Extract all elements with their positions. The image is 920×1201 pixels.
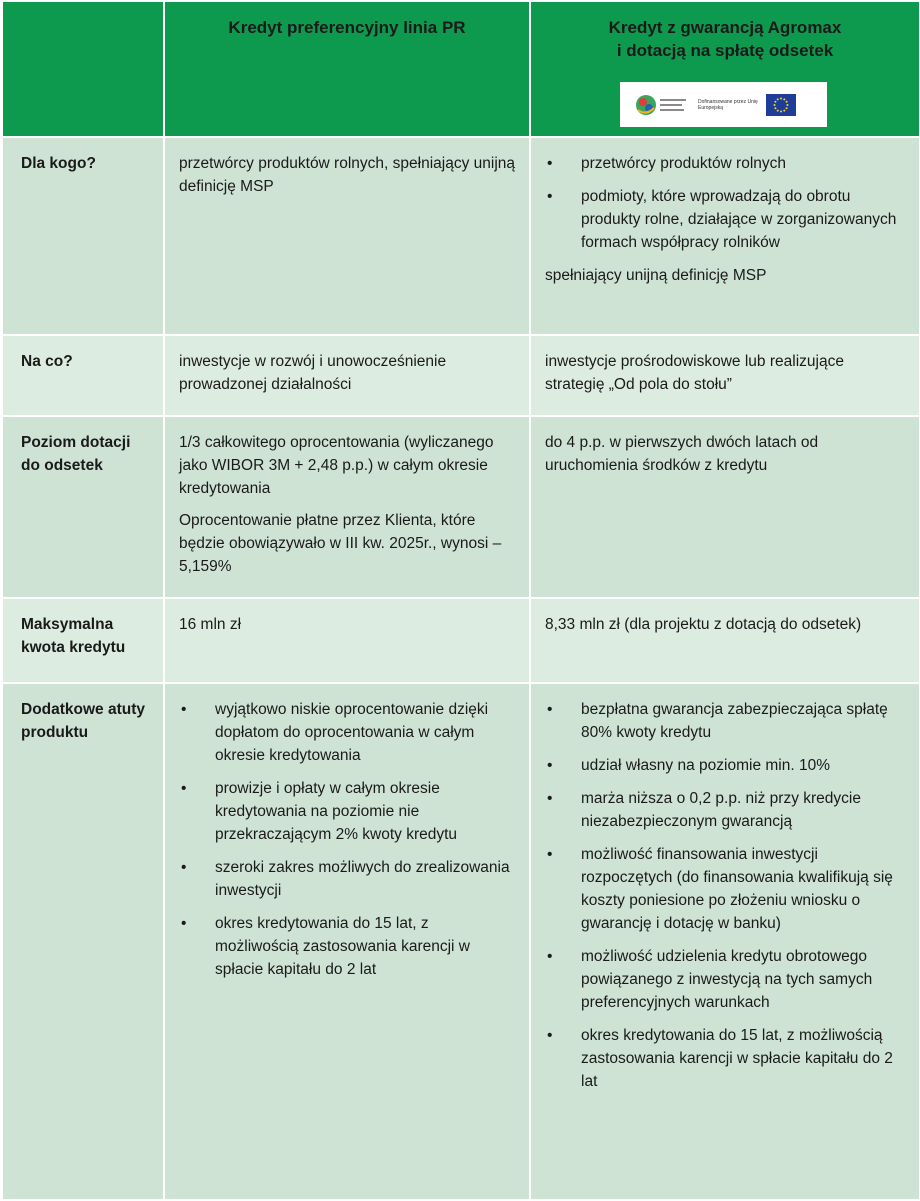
- eu-flag-icon: [766, 94, 796, 116]
- cell-pr: [164, 683, 530, 1200]
- list-item: • podmioty, które wprowadzają do obrotu produkty rolne, działające w zorganizowanych formach współpracy rolników: [547, 188, 897, 251]
- table-row: [2, 683, 920, 1200]
- list-item: • udział własny na poziomie min. 10%: [547, 757, 830, 774]
- cell-text: 1/3 całkowitego oprocentowania (wyliczanego jako WIBOR 3M + 2,48 p.p.) w całym okresie kredytowania: [179, 434, 494, 497]
- list-item: • bezpłatna gwarancja zabezpieczająca spłatę 80% kwoty kredytu: [547, 701, 888, 741]
- cell-agromax: [530, 137, 920, 335]
- header-row: [2, 1, 920, 137]
- row-label: Na co?: [2, 335, 164, 416]
- header-col-agromax-title-line2: i dotacją na spłatę odsetek: [616, 41, 834, 60]
- cell-agromax: [530, 416, 920, 598]
- header-empty-cell: [2, 1, 164, 137]
- list-item: • okres kredytowania do 15 lat, z możliwością zastosowania karencji w spłacie kapitału do 2 lat: [181, 915, 470, 978]
- row-label: Dla kogo?: [2, 137, 164, 335]
- cell-agromax: [530, 683, 920, 1200]
- cell-agromax: [530, 335, 920, 416]
- cell-text: spełniający unijną definicję MSP: [545, 267, 767, 284]
- cell-pr: [164, 137, 530, 335]
- list-item: • szeroki zakres możliwych do zrealizowania inwestycji: [181, 859, 510, 899]
- program-logo-icon: [634, 90, 690, 120]
- list-item: • przetwórcy produktów rolnych: [547, 155, 787, 172]
- list-item: • prowizje i opłaty w całym okresie kredytowania na poziomie nie przekraczającym 2% kwoty kredytu: [181, 780, 458, 843]
- table-row: [2, 416, 920, 598]
- header-col-pr-title: Kredyt preferencyjny linia PR: [228, 18, 466, 37]
- eu-funding-logo: [620, 82, 827, 127]
- cell-text: 8,33 mln zł (dla projektu z dotacją do odsetek): [545, 616, 862, 633]
- comparison-table: [1, 0, 920, 1201]
- list-item: • możliwość finansowania inwestycji rozpoczętych (do finansowania kwalifikują się koszty poniesione po złożeniu wniosku o gwarancję i dotację w banku): [547, 846, 893, 932]
- row-label: Dodatkowe atuty produktu: [2, 683, 164, 1200]
- header-col-pr: [164, 1, 530, 137]
- cell-text: 16 mln zł: [179, 616, 242, 633]
- row-label: Poziom dotacji do odsetek: [2, 416, 164, 598]
- list-item: • okres kredytowania do 15 lat, z możliwością zastosowania karencji w spłacie kapitału do 2 lat: [547, 1027, 893, 1090]
- table-row: [2, 598, 920, 683]
- list-item: • marża niższa o 0,2 p.p. niż przy kredycie niezabezpieczonym gwarancją: [547, 790, 861, 830]
- row-label: Maksymalna kwota kredytu: [2, 598, 164, 683]
- table-row: [2, 335, 920, 416]
- list-item: • wyjątkowo niskie oprocentowanie dzięki dopłatom do oprocentowania w całym okresie kredytowania: [181, 701, 489, 764]
- header-col-agromax-title-line1: Kredyt z gwarancją Agromax: [608, 18, 842, 37]
- cell-pr: [164, 416, 530, 598]
- cell-text: do 4 p.p. w pierwszych dwóch latach od uruchomienia środków z kredytu: [545, 434, 819, 474]
- header-col-agromax: [530, 1, 920, 137]
- table-row: [2, 137, 920, 335]
- cell-pr: [164, 598, 530, 683]
- list-item: • możliwość udzielenia kredytu obrotowego powiązanego z inwestycją na tych samych preferencyjnych warunkach: [547, 948, 873, 1011]
- cell-text: inwestycje prośrodowiskowe lub realizujące strategię „Od pola do stołu”: [545, 353, 844, 393]
- eu-caption: Dofinansowane przez Unię Europejską: [698, 98, 758, 111]
- cell-pr: [164, 335, 530, 416]
- cell-agromax: [530, 598, 920, 683]
- cell-text: przetwórcy produktów rolnych, spełniający unijną definicję MSP: [179, 155, 515, 195]
- cell-text: Oprocentowanie płatne przez Klienta, które będzie obowiązywało w III kw. 2025r., wynosi – 5,159%: [179, 512, 502, 575]
- cell-text: inwestycje w rozwój i unowocześnienie prowadzonej działalności: [179, 353, 447, 393]
